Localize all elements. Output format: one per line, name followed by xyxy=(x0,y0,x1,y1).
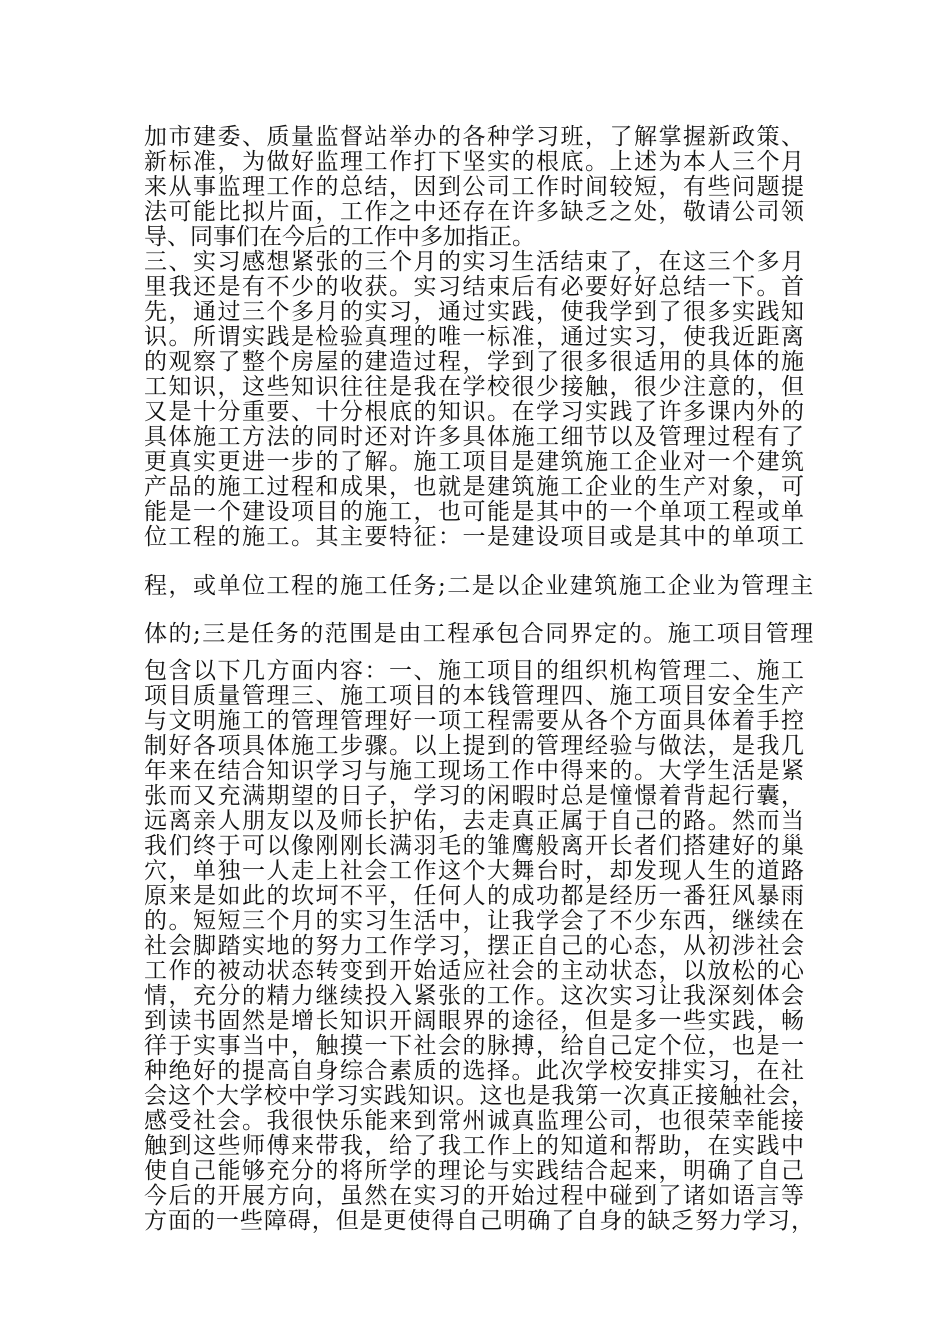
text-line: 社会脚踏实地的努力工作学习，摆正自己的心态，从初涉社会 xyxy=(144,933,806,959)
text-line: 会这个大学校中学习实践知识。这也是我第一次真正接触社会， xyxy=(144,1083,815,1109)
text-line: 触到这些师傅来带我，给了我工作上的知道和帮助，在实践中 xyxy=(144,1133,806,1159)
text-line: 产品的施工过程和成果，也就是建筑施工企业的生产对象，可 xyxy=(144,474,806,500)
text-line: 制好各项具体施工步骤。以上提到的管理经验与做法，是我几 xyxy=(144,733,806,759)
text-line: 包含以下几方面内容：一、施工项目的组织机构管理二、施工 xyxy=(144,658,806,684)
paragraph-block-1 xyxy=(144,125,814,550)
text-line: 来从事监理工作的总结，因到公司工作时间较短，有些问题提 xyxy=(144,174,806,200)
text-line: 具体施工方法的同时还对许多具体施工细节以及管理过程有了 xyxy=(144,424,806,450)
text-line: 感受社会。我很快乐能来到常州诚真监理公司，也很荣幸能接 xyxy=(144,1108,806,1134)
text-line: 种绝好的提高自身综合素质的选择。此次学校安排实习，在社 xyxy=(144,1058,806,1084)
text-line: 方面的一些障碍，但是更使得自己明确了自身的缺乏努力学习， xyxy=(144,1208,815,1234)
text-line: 我们终于可以像刚刚长满羽毛的雏鹰般离开长者们搭建好的巢 xyxy=(144,833,806,859)
text-line: 远离亲人朋友以及师长护佑，去走真正属于自己的路。然而当 xyxy=(144,808,806,834)
text-line: 程，或单位工程的施工任务;二是以企业建筑施工企业为管理主 xyxy=(144,573,815,599)
text-line: 穴，单独一人走上社会工作这个大舞台时，却发现人生的道路 xyxy=(144,858,806,884)
text-line: 导、同事们在今后的工作中多加指正。 xyxy=(144,224,535,250)
paragraph-block-3 xyxy=(144,622,814,647)
text-line: 工知识，这些知识往往是我在学校很少接触，很少注意的，但 xyxy=(144,374,806,400)
text-line: 的观察了整个房屋的建造过程，学到了很多很适用的具体的施 xyxy=(144,349,806,375)
text-line: 今后的开展方向，虽然在实习的开始过程中碰到了诸如语言等 xyxy=(144,1183,806,1209)
text-line: 项目质量管理三、施工项目的本钱管理四、施工项目安全生产 xyxy=(144,683,806,709)
text-line: 三、实习感想紧张的三个月的实习生活结束了，在这三个多月 xyxy=(144,249,806,275)
text-line: 新标准，为做好监理工作打下坚实的根底。上述为本人三个月 xyxy=(144,149,806,175)
text-line: 使自己能够充分的将所学的理论与实践结合起来，明确了自己 xyxy=(144,1158,806,1184)
text-line: 年来在结合知识学习与施工现场工作中得来的。大学生活是紧 xyxy=(144,758,806,784)
text-line: 与文明施工的管理管理好一项工程需要从各个方面具体着手控 xyxy=(144,708,806,734)
paragraph-block-2 xyxy=(144,574,814,599)
paragraph-block-4 xyxy=(144,659,814,1234)
text-line: 又是十分重要、十分根底的知识。在学习实践了许多课内外的 xyxy=(144,399,806,425)
text-line: 先，通过三个多月的实习，通过实践，使我学到了很多实践知 xyxy=(144,299,806,325)
text-line: 里我还是有不少的收获。实习结束后有必要好好总结一下。首 xyxy=(144,274,806,300)
text-line: 徉于实事当中，触摸一下社会的脉搏，给自己定个位，也是一 xyxy=(144,1033,806,1059)
text-line: 到读书固然是增长知识开阔眼界的途径，但是多一些实践，畅 xyxy=(144,1008,806,1034)
text-line: 情，充分的精力继续投入紧张的工作。这次实习让我深刻体会 xyxy=(144,983,806,1009)
text-line: 体的;三是任务的范围是由工程承包合同界定的。施工项目管理 xyxy=(144,621,815,647)
text-line: 识。所谓实践是检验真理的唯一标准，通过实习，使我近距离 xyxy=(144,324,806,350)
text-line: 更真实更进一步的了解。施工项目是建筑施工企业对一个建筑 xyxy=(144,449,806,475)
text-line: 能是一个建设项目的施工，也可能是其中的一个单项工程或单 xyxy=(144,499,806,525)
text-line: 原来是如此的坎坷不平，任何人的成功都是经历一番狂风暴雨 xyxy=(144,883,806,909)
text-line: 的。短短三个月的实习生活中，让我学会了不少东西，继续在 xyxy=(144,908,806,934)
text-line: 工作的被动状态转变到开始适应社会的主动状态，以放松的心 xyxy=(144,958,806,984)
text-line: 位工程的施工。其主要特征：一是建设项目或是其中的单项工 xyxy=(144,524,806,550)
text-line: 法可能比拟片面，工作之中还存在许多缺乏之处，敬请公司领 xyxy=(144,199,806,225)
text-line: 张而又充满期望的日子，学习的闲暇时总是憧憬着背起行囊， xyxy=(144,783,806,809)
text-line: 加市建委、质量监督站举办的各种学习班，了解掌握新政策、 xyxy=(144,124,806,150)
